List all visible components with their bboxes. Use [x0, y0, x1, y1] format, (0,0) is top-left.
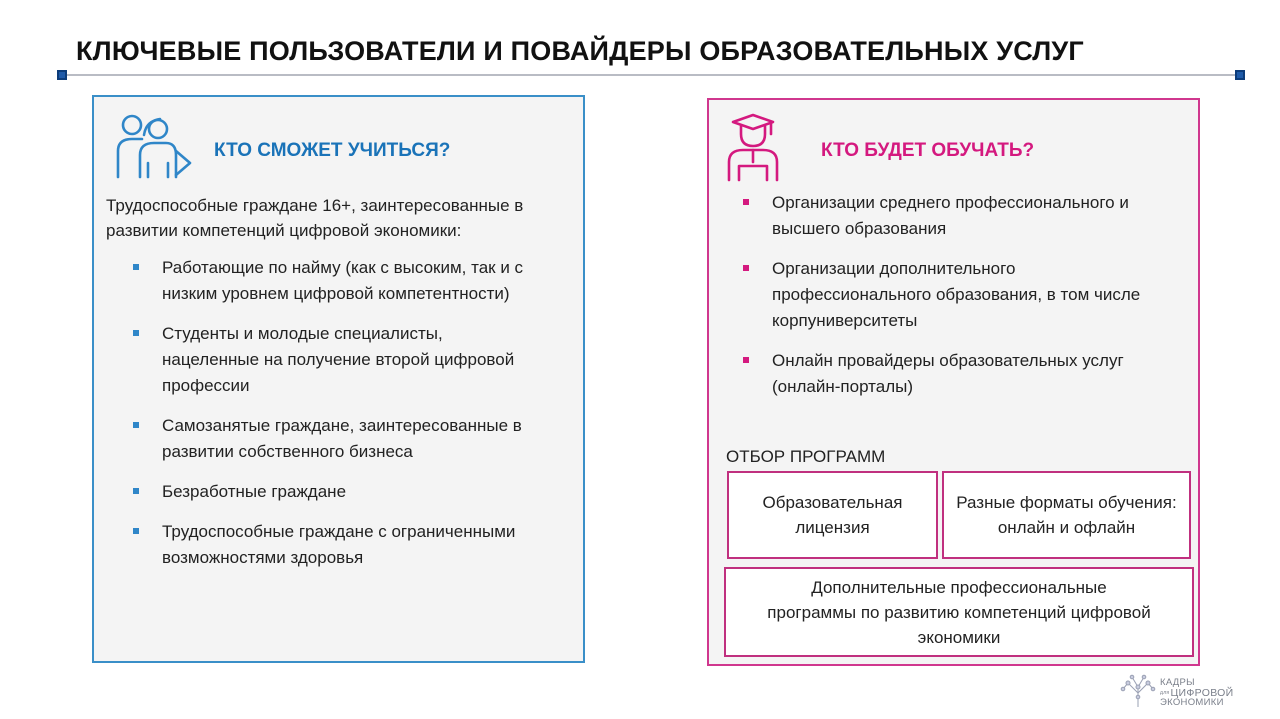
- providers-heading: КТО БУДЕТ ОБУЧАТЬ?: [821, 140, 1035, 161]
- bullet-square-icon: [743, 199, 749, 205]
- programs-criterion-box: Дополнительные профессиональные программы по развитию компетенций цифровой экономики: [724, 567, 1194, 657]
- bullet-square-icon: [743, 265, 749, 271]
- learners-group-icon: [114, 111, 194, 184]
- logo-wordmark: КАДРЫ дляЦИФРОВОЙ ЭКОНОМИКИ: [1160, 677, 1234, 709]
- list-item: Работающие по найму (как с высоким, так и с низким уровнем цифровой компетентности): [162, 255, 542, 307]
- bullet-square-icon: [133, 422, 139, 428]
- list-item: Онлайн провайдеры образовательных услуг (онлайн-порталы): [772, 348, 1172, 400]
- bullet-square-icon: [133, 528, 139, 534]
- license-criterion-box: Образовательная лицензия: [727, 471, 938, 559]
- list-item: Организации среднего профессионального и высшего образования: [772, 190, 1172, 242]
- list-item: Самозанятые граждане, заинтересованные в развитии собственного бизнеса: [162, 413, 542, 465]
- learners-list: [162, 255, 542, 585]
- providers-list: [772, 190, 1172, 414]
- list-item: Безработные граждане: [162, 479, 542, 505]
- graduate-teacher-icon: [723, 112, 783, 189]
- formats-criterion-box: Разные форматы обучения: онлайн и офлайн: [942, 471, 1191, 559]
- company-logo: [1120, 671, 1250, 713]
- divider-right-dot: [1235, 70, 1245, 80]
- bullet-square-icon: [133, 264, 139, 270]
- learners-panel: [92, 95, 585, 663]
- learners-heading: КТО СМОЖЕТ УЧИТЬСЯ?: [214, 140, 451, 161]
- learners-intro: Трудоспособные граждане 16+, заинтересованные в развитии компетенций цифровой экономики:: [106, 196, 524, 240]
- bullet-square-icon: [133, 488, 139, 494]
- bullet-square-icon: [743, 357, 749, 363]
- list-item: Трудоспособные граждане с ограниченными возможностями здоровья: [162, 519, 542, 571]
- list-item: Организации дополнительного профессионального образования, в том числе корпуниверситеты: [772, 256, 1172, 334]
- providers-panel: [707, 98, 1200, 666]
- title-divider: [62, 74, 1241, 76]
- bullet-square-icon: [133, 330, 139, 336]
- program-selection-label: ОТБОР ПРОГРАММ: [726, 447, 886, 466]
- tree-network-logo-icon: [1120, 673, 1156, 709]
- divider-left-dot: [57, 70, 67, 80]
- slide-title: КЛЮЧЕВЫЕ ПОЛЬЗОВАТЕЛИ И ПОВАЙДЕРЫ ОБРАЗОВАТЕЛЬНЫХ УСЛУГ: [76, 36, 1084, 66]
- list-item: Студенты и молодые специалисты, нацеленные на получение второй цифровой профессии: [162, 321, 542, 399]
